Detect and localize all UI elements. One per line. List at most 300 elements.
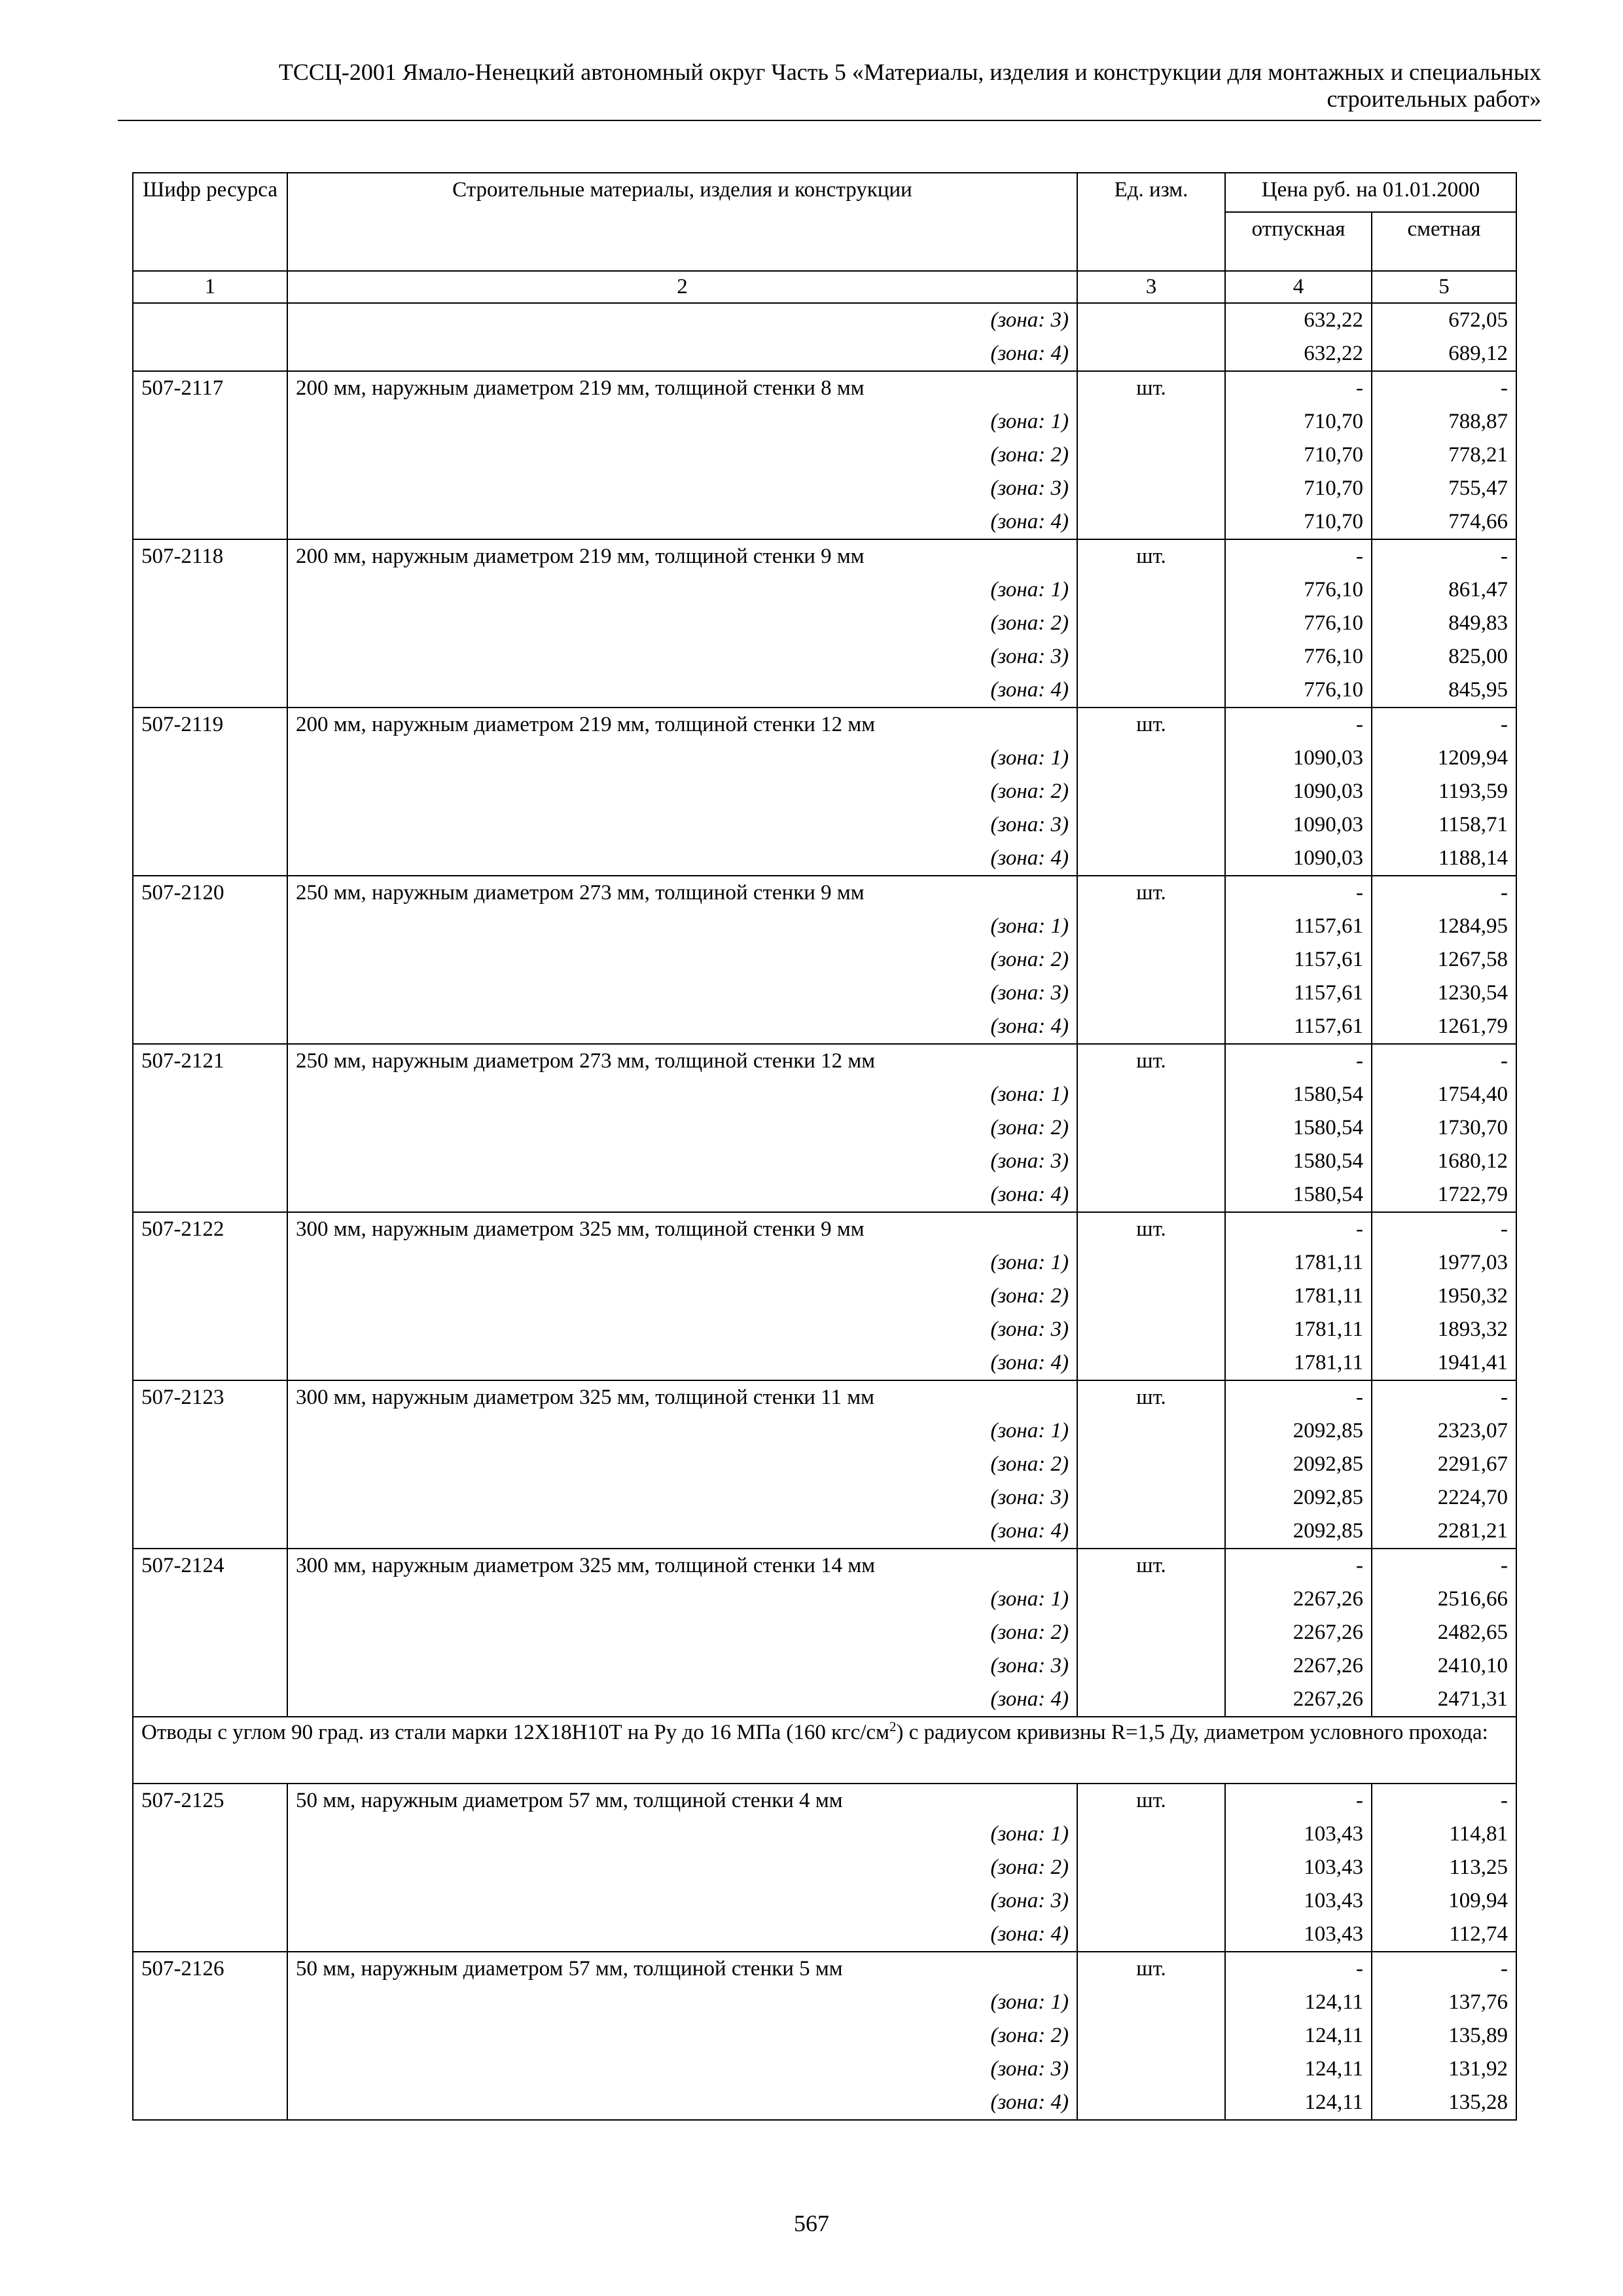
estimate-price: - [1372,876,1516,910]
zone-row [133,1010,1516,1044]
resource-code-cell [133,1851,287,1884]
zone-label: (зона: 3) [287,472,1077,505]
release-price: 1781,11 [1225,1280,1372,1313]
zone-label: (зона: 3) [287,1481,1077,1515]
resource-code-cell [133,1178,287,1212]
zone-row [133,842,1516,876]
unit-cell [1077,977,1225,1010]
zone-row [133,775,1516,808]
estimate-price: 788,87 [1372,405,1516,439]
release-price: 1157,61 [1225,943,1372,977]
release-price: - [1225,1549,1372,1583]
resource-code-cell [133,1010,287,1044]
header-line-1: ТССЦ-2001 Ямало-Ненецкий автономный округ Часть 5 «Материалы, изделия и конструкции для монтажных и специальных [278,59,1541,85]
resource-code-cell [133,1649,287,1683]
estimate-price: 135,28 [1372,2086,1516,2120]
resource-code-cell [133,1448,287,1481]
col-number: 1 [133,271,287,303]
release-price: 710,70 [1225,505,1372,539]
zone-label: (зона: 3) [287,808,1077,842]
unit-of-measure: шт. [1077,1952,1225,1986]
running-header [118,59,1541,113]
zone-row [133,2019,1516,2053]
resource-code-cell [133,405,287,439]
zone-label: (зона: 4) [287,1683,1077,1717]
release-price: 632,22 [1225,303,1372,337]
resource-code-cell [133,2053,287,2086]
estimate-price: - [1372,1212,1516,1246]
resource-code-cell [133,337,287,371]
zone-row [133,673,1516,708]
estimate-price: 672,05 [1372,303,1516,337]
resource-code-cell [133,1986,287,2019]
zone-label: (зона: 4) [287,842,1077,876]
release-price: 1781,11 [1225,1346,1372,1380]
zone-label: (зона: 1) [287,742,1077,775]
zone-label: (зона: 2) [287,607,1077,640]
release-price: 1090,03 [1225,742,1372,775]
zone-row [133,439,1516,472]
section-text: Отводы с углом 90 град. из стали марки 12Х18Н10Т на Ру до 16 МПа (160 кгс/см [141,1721,890,1744]
unit-of-measure: шт. [1077,1380,1225,1414]
zone-row [133,977,1516,1010]
unit-cell [1077,2086,1225,2120]
estimate-price: 849,83 [1372,607,1516,640]
zone-row [133,943,1516,977]
release-price: 2092,85 [1225,1448,1372,1481]
estimate-price: - [1372,539,1516,573]
estimate-price: 137,76 [1372,1986,1516,2019]
estimate-price: 2224,70 [1372,1481,1516,1515]
release-price: - [1225,371,1372,405]
unit-of-measure: шт. [1077,539,1225,573]
resource-code-cell [133,2019,287,2053]
zone-row [133,1649,1516,1683]
col-header-release: отпускная [1225,212,1372,271]
resource-code-cell [133,1481,287,1515]
estimate-price: 1261,79 [1372,1010,1516,1044]
resource-code-cell [133,1111,287,1145]
zone-label: (зона: 4) [287,1515,1077,1549]
resource-code-cell [133,573,287,607]
resource-code: 507-2119 [133,708,287,742]
unit-cell [1077,1145,1225,1178]
resource-code-cell [133,1515,287,1549]
zone-label: (зона: 3) [287,1884,1077,1918]
release-price: 103,43 [1225,1851,1372,1884]
unit-cell [1077,1918,1225,1952]
estimate-price: 1977,03 [1372,1246,1516,1280]
section-text: ) с радиусом кривизны R=1,5 Ду, диаметром условного прохода: [896,1721,1488,1744]
zone-label: (зона: 4) [287,1178,1077,1212]
estimate-price: - [1372,1044,1516,1078]
col-header-price: Цена руб. на 01.01.2000 [1225,173,1516,212]
zone-row [133,1481,1516,1515]
estimate-price: - [1372,1952,1516,1986]
section-heading [133,1717,1516,1784]
col-number: 2 [287,271,1077,303]
release-price: 2092,85 [1225,1515,1372,1549]
unit-cell [1077,405,1225,439]
zone-label: (зона: 4) [287,673,1077,708]
resource-code: 507-2126 [133,1952,287,1986]
zone-row [133,1448,1516,1481]
zone-label: (зона: 4) [287,1010,1077,1044]
estimate-price: - [1372,1549,1516,1583]
estimate-price: 114,81 [1372,1818,1516,1851]
resource-code-cell [133,775,287,808]
estimate-price: 113,25 [1372,1851,1516,1884]
unit-cell [1077,842,1225,876]
estimate-price: 689,12 [1372,337,1516,371]
release-price: 776,10 [1225,607,1372,640]
estimate-price: - [1372,371,1516,405]
resource-code-cell [133,943,287,977]
zone-label: (зона: 4) [287,2086,1077,2120]
release-price: - [1225,876,1372,910]
material-name: 200 мм, наружным диаметром 219 мм, толщиной стенки 9 мм [287,539,1077,573]
zone-row [133,1414,1516,1448]
zone-row [133,1346,1516,1380]
release-price: 1090,03 [1225,808,1372,842]
zone-row [133,2053,1516,2086]
zone-label: (зона: 3) [287,1313,1077,1346]
material-name: 50 мм, наружным диаметром 57 мм, толщиной стенки 5 мм [287,1952,1077,1986]
unit-cell [1077,1414,1225,1448]
zone-label: (зона: 3) [287,2053,1077,2086]
table-row [133,1044,1516,1078]
zone-row [133,808,1516,842]
resource-code: 507-2118 [133,539,287,573]
estimate-price: 1209,94 [1372,742,1516,775]
estimate-price: 1193,59 [1372,775,1516,808]
zone-label: (зона: 3) [287,1649,1077,1683]
resource-code-cell [133,673,287,708]
col-header-code: Шифр ресурса [133,173,287,271]
release-price: 710,70 [1225,439,1372,472]
zone-row [133,303,1516,337]
unit-cell [1077,337,1225,371]
col-number: 3 [1077,271,1225,303]
price-table [132,172,1517,2121]
material-name: 300 мм, наружным диаметром 325 мм, толщиной стенки 9 мм [287,1212,1077,1246]
release-price: - [1225,1784,1372,1818]
zone-label: (зона: 3) [287,1145,1077,1178]
estimate-price: 1941,41 [1372,1346,1516,1380]
release-price: 2267,26 [1225,1683,1372,1717]
release-price: 1781,11 [1225,1313,1372,1346]
resource-code: 507-2117 [133,371,287,405]
estimate-price: 1950,32 [1372,1280,1516,1313]
resource-code-cell [133,977,287,1010]
release-price: 103,43 [1225,1884,1372,1918]
zone-row [133,1683,1516,1717]
release-price: 1157,61 [1225,977,1372,1010]
unit-cell [1077,1884,1225,1918]
zone-label: (зона: 2) [287,943,1077,977]
estimate-price: 1267,58 [1372,943,1516,977]
resource-code: 507-2122 [133,1212,287,1246]
release-price: 2267,26 [1225,1583,1372,1616]
estimate-price: 774,66 [1372,505,1516,539]
zone-row [133,472,1516,505]
estimate-price: - [1372,1380,1516,1414]
resource-code: 507-2120 [133,876,287,910]
estimate-price: 1158,71 [1372,808,1516,842]
section-heading-row [133,1717,1516,1784]
col-header-estimate: сметная [1372,212,1516,271]
estimate-price: 1754,40 [1372,1078,1516,1111]
resource-code-cell [133,842,287,876]
unit-cell [1077,1346,1225,1380]
resource-code-cell [133,1313,287,1346]
release-price: - [1225,708,1372,742]
unit-of-measure: шт. [1077,876,1225,910]
estimate-price: 1680,12 [1372,1145,1516,1178]
release-price: 2092,85 [1225,1481,1372,1515]
zone-row [133,1178,1516,1212]
release-price: 124,11 [1225,2086,1372,2120]
release-price: - [1225,1044,1372,1078]
unit-of-measure: шт. [1077,1212,1225,1246]
resource-code-cell [133,640,287,673]
zone-label: (зона: 3) [287,977,1077,1010]
material-name: 50 мм, наружным диаметром 57 мм, толщиной стенки 4 мм [287,1784,1077,1818]
resource-code-cell [133,1818,287,1851]
resource-code-cell [133,1246,287,1280]
unit-cell [1077,1683,1225,1717]
material-name: 200 мм, наружным диаметром 219 мм, толщиной стенки 12 мм [287,708,1077,742]
unit-of-measure: шт. [1077,1549,1225,1583]
zone-label: (зона: 4) [287,1346,1077,1380]
resource-code: 507-2124 [133,1549,287,1583]
zone-label: (зона: 4) [287,1918,1077,1952]
resource-code-cell [133,1583,287,1616]
unit-cell [1077,1111,1225,1145]
zone-row [133,1616,1516,1649]
resource-code-cell [133,1078,287,1111]
zone-label: (зона: 2) [287,1616,1077,1649]
estimate-price: 825,00 [1372,640,1516,673]
unit-cell [1077,2019,1225,2053]
resource-code-cell [133,808,287,842]
column-number-row [133,271,1516,303]
release-price: 1157,61 [1225,910,1372,943]
estimate-price: 131,92 [1372,2053,1516,2086]
resource-code: 507-2123 [133,1380,287,1414]
estimate-price: 2323,07 [1372,1414,1516,1448]
material-name: 300 мм, наружным диаметром 325 мм, толщиной стенки 11 мм [287,1380,1077,1414]
unit-cell [1077,1313,1225,1346]
unit-cell [1077,1246,1225,1280]
unit-cell [1077,640,1225,673]
estimate-price: 861,47 [1372,573,1516,607]
release-price: 710,70 [1225,405,1372,439]
unit-cell [1077,1818,1225,1851]
zone-label: (зона: 2) [287,775,1077,808]
material-name: 250 мм, наружным диаметром 273 мм, толщиной стенки 12 мм [287,1044,1077,1078]
unit-cell [1077,1515,1225,1549]
zone-row [133,1918,1516,1952]
resource-code: 507-2125 [133,1784,287,1818]
zone-label: (зона: 3) [287,640,1077,673]
release-price: 1090,03 [1225,842,1372,876]
estimate-price: 2482,65 [1372,1616,1516,1649]
unit-cell [1077,1583,1225,1616]
unit-of-measure: шт. [1077,1044,1225,1078]
release-price: - [1225,539,1372,573]
zone-label: (зона: 3) [287,303,1077,337]
zone-row [133,1111,1516,1145]
release-price: 2267,26 [1225,1616,1372,1649]
table-row [133,876,1516,910]
zone-row [133,1515,1516,1549]
material-name: 300 мм, наружным диаметром 325 мм, толщиной стенки 14 мм [287,1549,1077,1583]
zone-label: (зона: 2) [287,1448,1077,1481]
zone-label: (зона: 4) [287,337,1077,371]
table-row [133,1549,1516,1583]
release-price: 1157,61 [1225,1010,1372,1044]
resource-code-cell [133,472,287,505]
estimate-price: 1730,70 [1372,1111,1516,1145]
unit-cell [1077,742,1225,775]
estimate-price: 109,94 [1372,1884,1516,1918]
unit-cell [1077,573,1225,607]
table-row [133,1380,1516,1414]
release-price: 1580,54 [1225,1178,1372,1212]
release-price: 124,11 [1225,2019,1372,2053]
resource-code-cell [133,1616,287,1649]
resource-code-cell [133,303,287,337]
zone-row [133,742,1516,775]
unit-cell [1077,472,1225,505]
resource-code-cell [133,2086,287,2120]
release-price: 776,10 [1225,673,1372,708]
release-price: 103,43 [1225,1918,1372,1952]
zone-row [133,337,1516,371]
zone-label: (зона: 1) [287,1818,1077,1851]
table-row [133,708,1516,742]
estimate-price: 2410,10 [1372,1649,1516,1683]
zone-row [133,1280,1516,1313]
resource-code-cell [133,607,287,640]
unit-of-measure: шт. [1077,708,1225,742]
release-price: 1580,54 [1225,1111,1372,1145]
estimate-price: 778,21 [1372,439,1516,472]
resource-code-cell [133,1280,287,1313]
release-price: - [1225,1212,1372,1246]
table-row [133,539,1516,573]
release-price: 632,22 [1225,337,1372,371]
zone-label: (зона: 2) [287,439,1077,472]
table-body [133,303,1516,2120]
zone-label: (зона: 1) [287,405,1077,439]
zone-label: (зона: 2) [287,1280,1077,1313]
resource-code-cell [133,1683,287,1717]
unit-cell [1077,1010,1225,1044]
estimate-price: 1188,14 [1372,842,1516,876]
table-header-row [133,173,1516,212]
table-row [133,371,1516,405]
zone-label: (зона: 1) [287,1583,1077,1616]
resource-code-cell [133,1414,287,1448]
estimate-price: 112,74 [1372,1918,1516,1952]
material-name: 200 мм, наружным диаметром 219 мм, толщиной стенки 8 мм [287,371,1077,405]
resource-code-cell [133,742,287,775]
resource-code-cell [133,1918,287,1952]
col-number: 5 [1372,271,1516,303]
unit-cell [1077,1986,1225,2019]
zone-row [133,1145,1516,1178]
zone-row [133,607,1516,640]
estimate-price: 1230,54 [1372,977,1516,1010]
zone-label: (зона: 1) [287,910,1077,943]
zone-row [133,505,1516,539]
release-price: 103,43 [1225,1818,1372,1851]
zone-label: (зона: 1) [287,1986,1077,2019]
unit-cell [1077,943,1225,977]
zone-row [133,1583,1516,1616]
unit-cell [1077,1481,1225,1515]
unit-cell [1077,808,1225,842]
unit-cell [1077,673,1225,708]
estimate-price: 1893,32 [1372,1313,1516,1346]
zone-row [133,1986,1516,2019]
estimate-price: 2516,66 [1372,1583,1516,1616]
resource-code-cell [133,1884,287,1918]
col-header-name: Строительные материалы, изделия и конструкции [287,173,1077,271]
unit-cell [1077,1178,1225,1212]
zone-row [133,2086,1516,2120]
zone-row [133,640,1516,673]
unit-cell [1077,1851,1225,1884]
unit-cell [1077,1448,1225,1481]
zone-label: (зона: 1) [287,1078,1077,1111]
col-number: 4 [1225,271,1372,303]
unit-cell [1077,505,1225,539]
unit-of-measure: шт. [1077,371,1225,405]
release-price: 776,10 [1225,640,1372,673]
release-price: 124,11 [1225,2053,1372,2086]
unit-cell [1077,910,1225,943]
release-price: 124,11 [1225,1986,1372,2019]
resource-code-cell [133,439,287,472]
zone-row [133,1313,1516,1346]
zone-row [133,1246,1516,1280]
estimate-price: 845,95 [1372,673,1516,708]
zone-label: (зона: 2) [287,1851,1077,1884]
unit-cell [1077,1649,1225,1683]
unit-cell [1077,1078,1225,1111]
estimate-price: - [1372,1784,1516,1818]
estimate-price: 755,47 [1372,472,1516,505]
zone-row [133,1884,1516,1918]
unit-cell [1077,607,1225,640]
resource-code-cell [133,1145,287,1178]
unit-cell [1077,303,1225,337]
zone-label: (зона: 1) [287,1246,1077,1280]
estimate-price: 1284,95 [1372,910,1516,943]
page-number: 567 [794,2210,829,2236]
estimate-price: - [1372,708,1516,742]
release-price: - [1225,1380,1372,1414]
resource-code-cell [133,505,287,539]
release-price: 2092,85 [1225,1414,1372,1448]
unit-of-measure: шт. [1077,1784,1225,1818]
table-row [133,1784,1516,1818]
unit-cell [1077,775,1225,808]
estimate-price: 2291,67 [1372,1448,1516,1481]
